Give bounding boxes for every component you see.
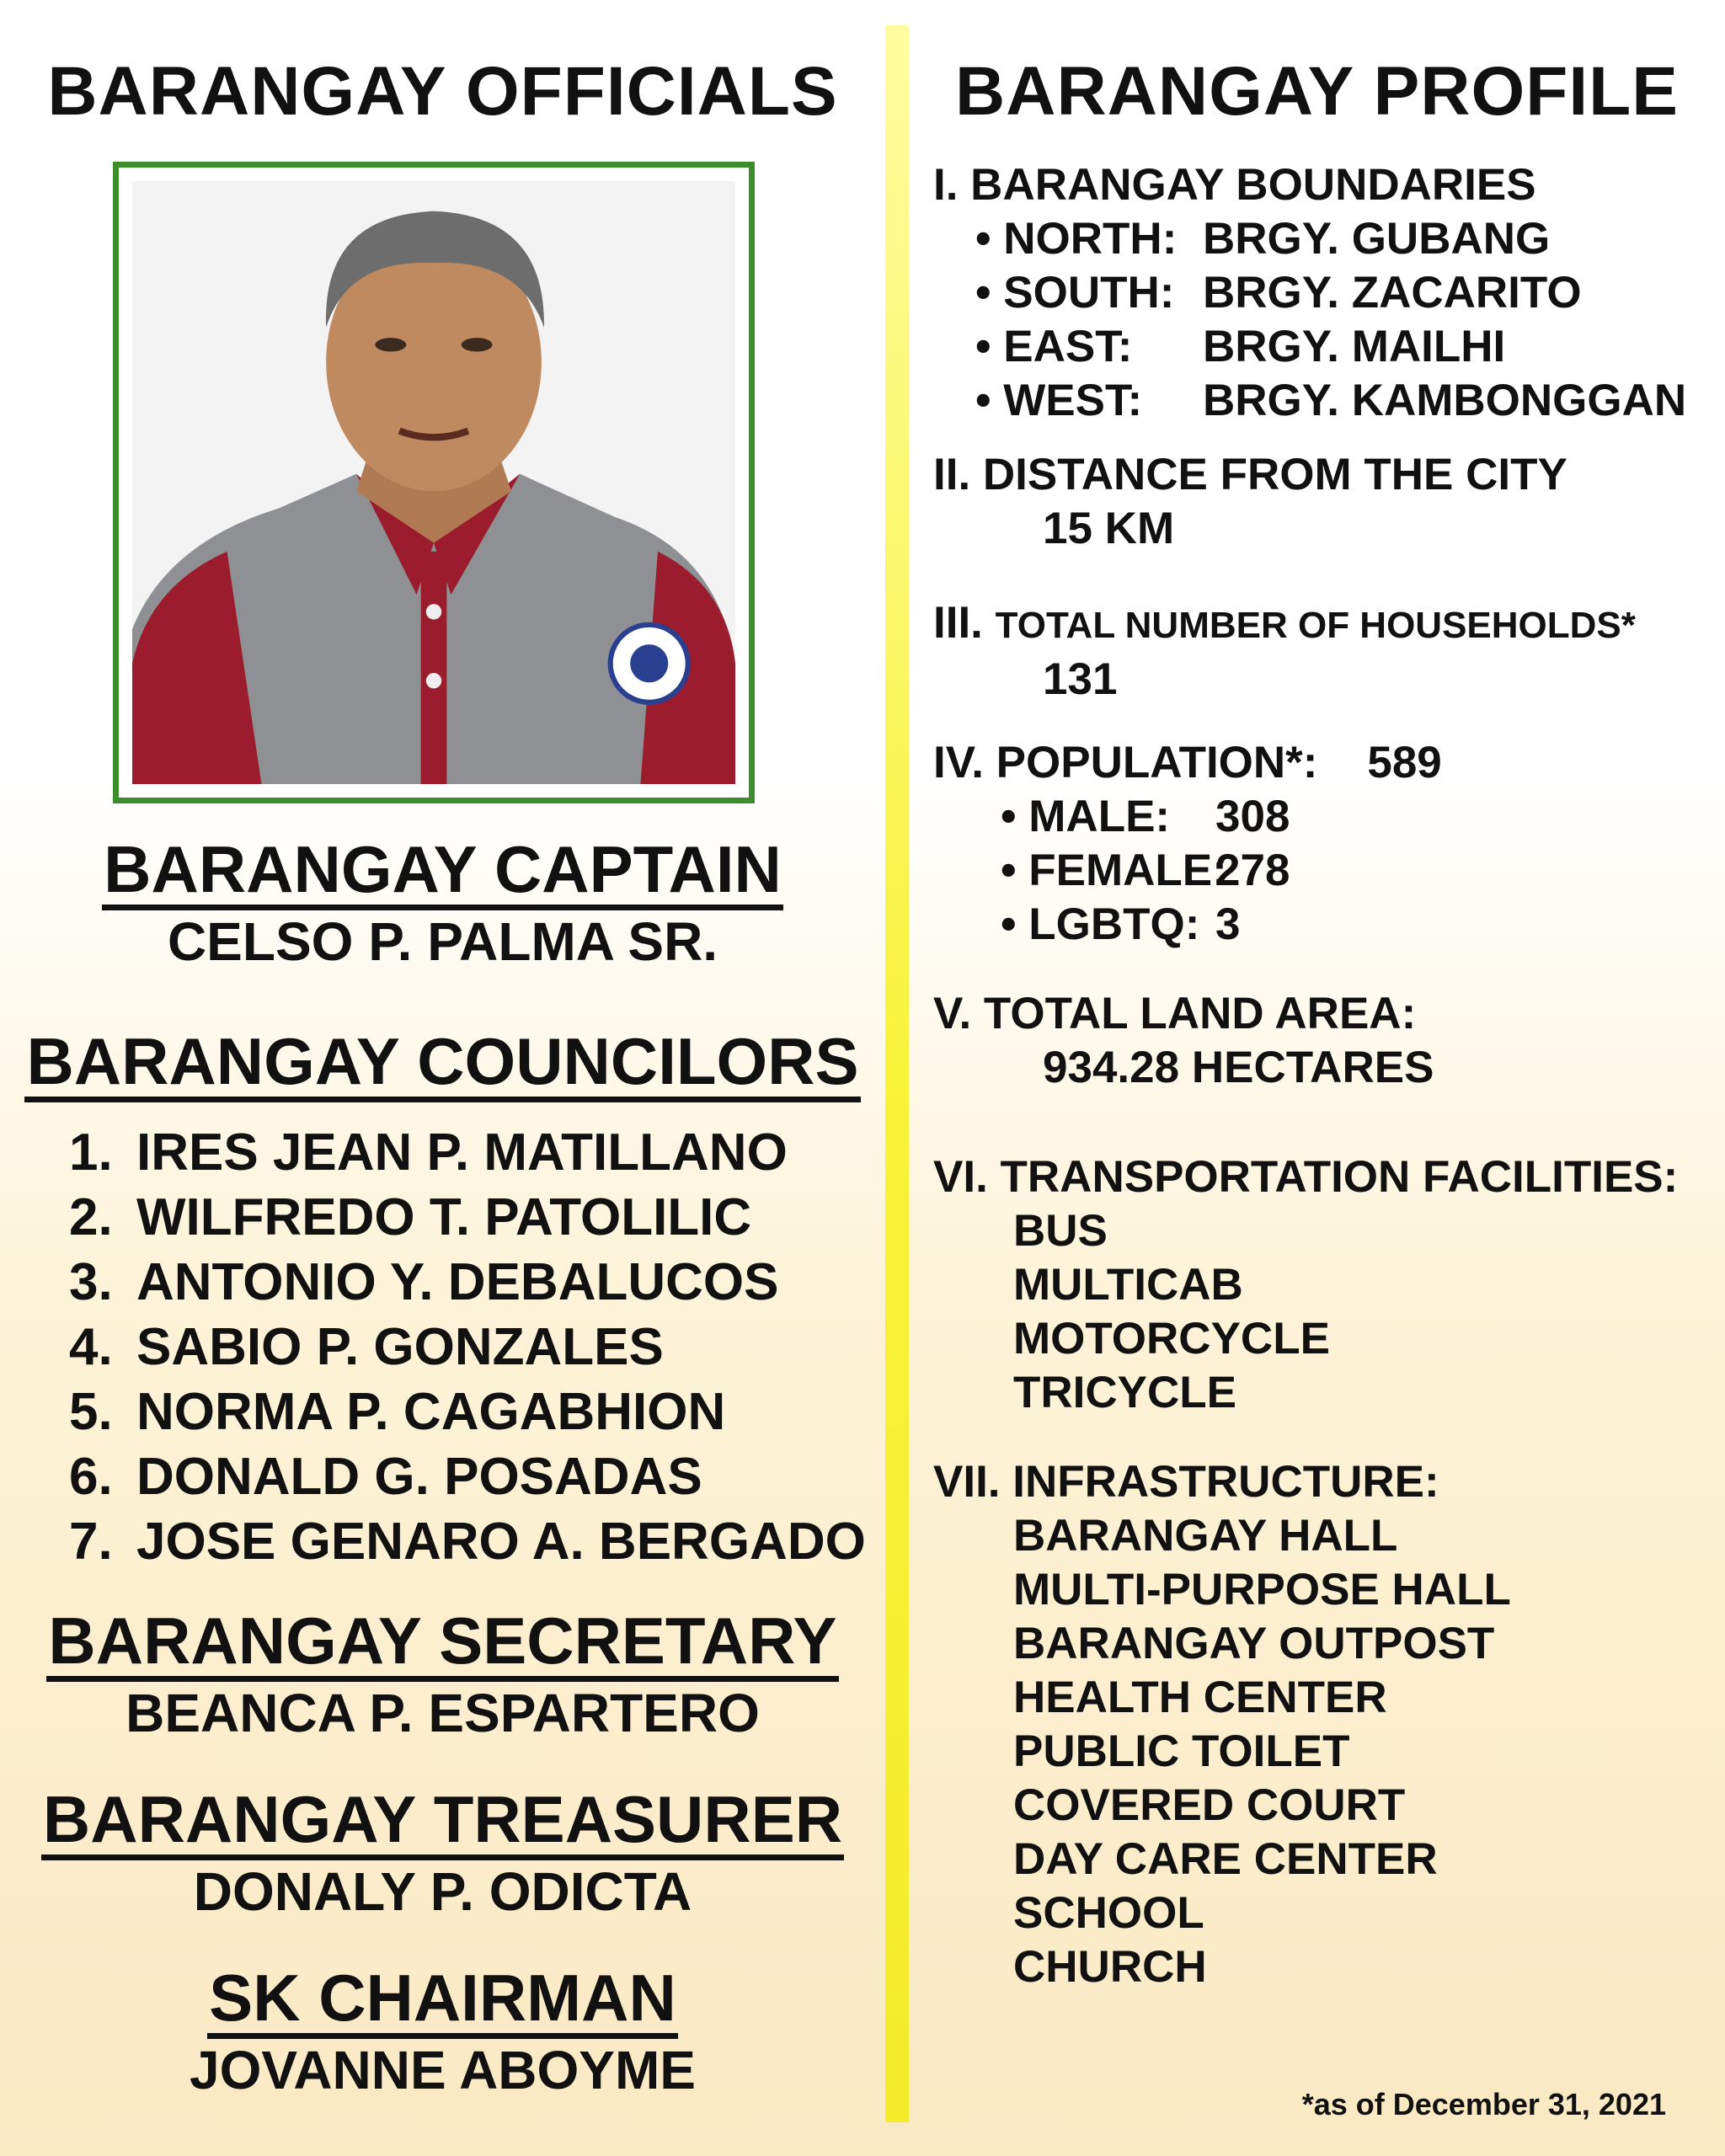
boundaries-section	[933, 158, 1686, 428]
list-item: • NORTH: BRGY. GUBANG	[975, 214, 1551, 264]
population-heading: IV. POPULATION*:	[933, 738, 1318, 787]
councilors-list	[69, 1120, 866, 1574]
list-item: COVERED COURT	[1013, 1780, 1406, 1830]
list-item: 1. IRES JEAN P. MATILLANO	[69, 1123, 788, 1182]
households-prefix: III.	[933, 598, 983, 648]
distance-section	[933, 448, 1567, 556]
list-item: BARANGAY OUTPOST	[1013, 1619, 1495, 1668]
captain-photo-frame	[113, 162, 755, 803]
list-item: TRICYCLE	[1013, 1368, 1236, 1417]
secretary-section	[0, 1604, 885, 1744]
distance-value: 15 KM	[1043, 504, 1175, 553]
list-item: PUBLIC TOILET	[1013, 1726, 1350, 1776]
sk-role: SK CHAIRMAN	[207, 1964, 678, 2039]
officials-title: BARANGAY OFFICIALS	[47, 53, 838, 130]
list-item: • EAST: BRGY. MAILHI	[975, 322, 1506, 371]
list-item: • SOUTH: BRGY. ZACARITO	[975, 268, 1582, 318]
list-item: 5. NORMA P. CAGABHION	[69, 1383, 726, 1441]
list-item: BARANGAY HALL	[1013, 1511, 1398, 1561]
population-section	[933, 736, 1442, 952]
population-heading-row	[933, 736, 1442, 790]
captain-name: CELSO P. PALMA SR.	[167, 910, 718, 972]
transport-list	[933, 1204, 1678, 1420]
population-total: 589	[1367, 738, 1442, 787]
list-item: CHURCH	[1013, 1942, 1207, 1992]
boundaries-heading: I. BARANGAY BOUNDARIES	[933, 160, 1536, 210]
sk-section	[0, 1961, 885, 2101]
households-value: 131	[1043, 654, 1118, 704]
footnote: *as of December 31, 2021	[1301, 2087, 1666, 2121]
secretary-role: BARANGAY SECRETARY	[46, 1607, 838, 1682]
households-heading-row	[933, 596, 1636, 653]
councilors-section	[0, 1024, 885, 1102]
land-value: 934.28 HECTARES	[1043, 1043, 1434, 1092]
list-item: DAY CARE CENTER	[1013, 1834, 1438, 1884]
list-item: 3. ANTONIO Y. DEBALUCOS	[69, 1253, 779, 1311]
transport-heading: VI. TRANSPORTATION FACILITIES:	[933, 1152, 1679, 1202]
treasurer-role: BARANGAY TREASURER	[41, 1785, 844, 1860]
infrastructure-heading: VII. INFRASTRUCTURE:	[933, 1457, 1439, 1507]
infrastructure-list	[933, 1509, 1511, 1994]
households-section	[933, 596, 1636, 707]
list-item: • MALE: 308	[1001, 792, 1290, 841]
list-item: MOTORCYCLE	[1013, 1314, 1330, 1364]
captain-role: BARANGAY CAPTAIN	[102, 835, 783, 910]
list-item: 7. JOSE GENARO A. BERGADO	[69, 1513, 866, 1571]
sk-name: JOVANNE ABOYME	[190, 2039, 696, 2100]
treasurer-section	[0, 1782, 885, 1923]
land-section	[933, 987, 1434, 1095]
list-item: BUS	[1013, 1206, 1108, 1256]
profile-title: BARANGAY PROFILE	[955, 53, 1679, 130]
column-divider	[885, 25, 909, 2122]
list-item: • LGBTQ: 3	[1001, 899, 1241, 949]
list-item: 4. SABIO P. GONZALES	[69, 1318, 664, 1376]
transport-section	[933, 1150, 1678, 1420]
distance-heading: II. DISTANCE FROM THE CITY	[933, 450, 1567, 499]
land-heading: V. TOTAL LAND AREA:	[933, 989, 1417, 1038]
households-heading: TOTAL NUMBER OF HOUSEHOLDS*	[995, 605, 1636, 646]
infrastructure-section	[933, 1455, 1511, 1994]
captain-photo	[132, 181, 735, 784]
secretary-name: BEANCA P. ESPARTERO	[126, 1682, 760, 1743]
list-item: 6. DONALD G. POSADAS	[69, 1448, 702, 1506]
captain-section	[0, 832, 885, 973]
list-item: HEALTH CENTER	[1013, 1673, 1387, 1722]
list-item: 2. WILFREDO T. PATOLILIC	[69, 1188, 752, 1246]
list-item: • WEST: BRGY. KAMBONGGAN	[975, 376, 1687, 425]
councilors-title: BARANGAY COUNCILORS	[24, 1027, 860, 1102]
treasurer-name: DONALY P. ODICTA	[193, 1860, 692, 1922]
list-item: MULTI-PURPOSE HALL	[1013, 1565, 1511, 1614]
list-item: MULTICAB	[1013, 1260, 1243, 1310]
list-item: SCHOOL	[1013, 1888, 1204, 1938]
list-item: • FEMALE:278	[1001, 846, 1290, 895]
